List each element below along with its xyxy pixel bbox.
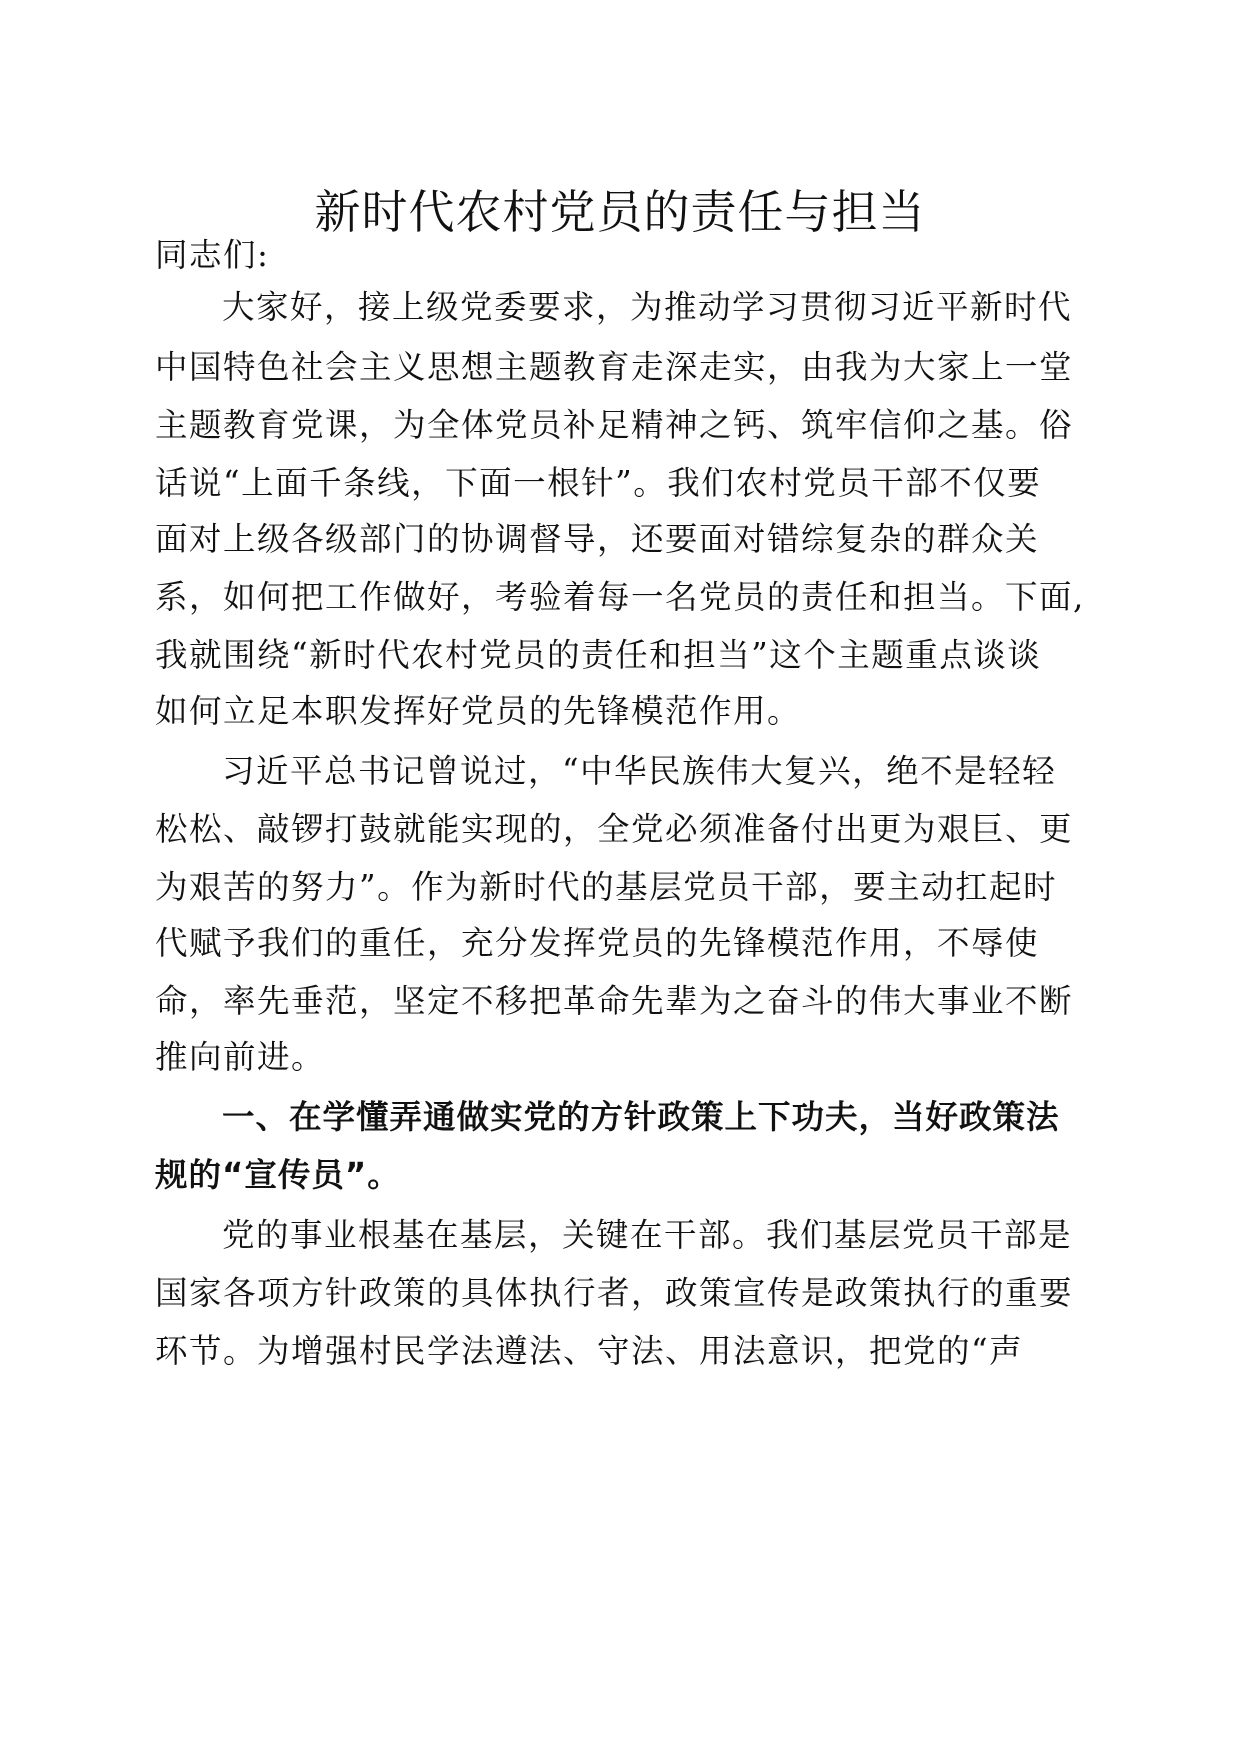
paragraph-2-line: 为艰苦的努力”。作为新时代的基层党员干部，要主动扛起时 [155,868,1058,906]
salutation: 同志们: [155,236,270,274]
paragraph-1-line: 大家好，接上级党委要求，为推动学习贯彻习近平新时代 [222,288,1073,326]
paragraph-2-line: 松松、敲锣打鼓就能实现的，全党必须准备付出更为艰巨、更 [155,810,1074,848]
paragraph-1-line: 面对上级各级部门的协调督导，还要面对错综复杂的群众关 [155,520,1040,558]
paragraph-3-line: 国家各项方针政策的具体执行者，政策宣传是政策执行的重要 [155,1274,1074,1312]
paragraph-1-line: 中国特色社会主义思想主题教育走深走实，由我为大家上一堂 [155,348,1074,386]
paragraph-2-line: 习近平总书记曾说过，“中华民族伟大复兴，绝不是轻轻 [222,752,1057,790]
paragraph-2-line: 推向前进。 [155,1038,326,1076]
paragraph-1-line: 我就围绕“新时代农村党员的责任和担当”这个主题重点谈谈 [155,636,1042,674]
paragraph-1-line: 话说“上面千条线，下面一根针”。我们农村党员干部不仅要 [155,464,1042,502]
paragraph-3-line: 党的事业根基在基层，关键在干部。我们基层党员干部是 [222,1216,1073,1254]
section-heading-line: 规的“宣传员”。 [155,1156,401,1194]
paragraph-1-line: 系，如何把工作做好，考验着每一名党员的责任和担当。下面, [155,578,1085,616]
paragraph-3-line: 环节。为增强村民学法遵法、守法、用法意识，把党的“声 [155,1332,1024,1370]
document-title: 新时代农村党员的责任与担当 [314,185,926,239]
section-heading-line: 一、在学懂弄通做实党的方针政策上下功夫，当好政策法 [222,1098,1060,1136]
paragraph-2-line: 命，率先垂范，坚定不移把革命先辈为之奋斗的伟大事业不断 [155,982,1074,1020]
paragraph-1-line: 如何立足本职发挥好党员的先锋模范作用。 [155,692,802,730]
paragraph-2-line: 代赋予我们的重任，充分发挥党员的先锋模范作用，不辱使 [155,924,1040,962]
paragraph-1-line: 主题教育党课，为全体党员补足精神之钙、筑牢信仰之基。俗 [155,406,1074,444]
